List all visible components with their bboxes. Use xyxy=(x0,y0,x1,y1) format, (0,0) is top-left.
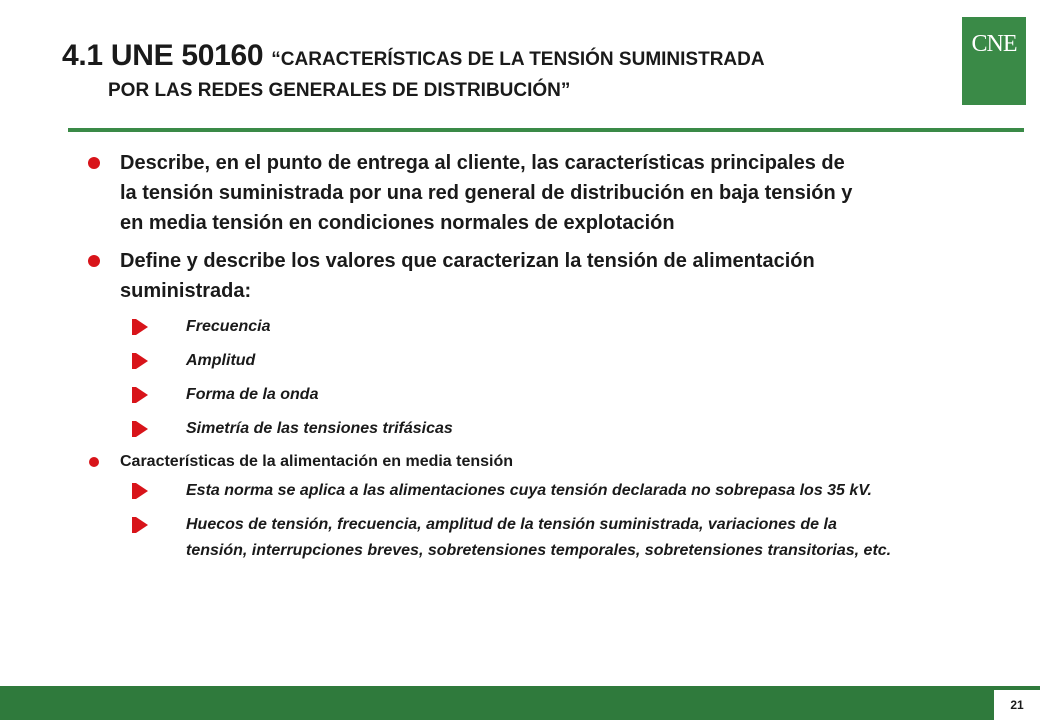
sub-bullet-text: Simetría de las tensiones trifásicas xyxy=(186,420,453,437)
bullet-item xyxy=(120,450,860,474)
title-main: 4.1 UNE 50160 xyxy=(62,39,272,72)
sub-bullet-item xyxy=(186,314,896,340)
red-bullet-icon xyxy=(88,255,100,267)
title-sub-line1: “CARACTERÍSTICAS DE LA TENSIÓN SUMINISTRADA xyxy=(271,49,765,70)
bullet-text: Describe, en el punto de entrega al cliente, las características principales de la tensión suministrada por una red general de distribución en baja tensión y en media tensión en condiciones normales de explotación xyxy=(120,152,853,234)
bullet-text: Define y describe los valores que caracterizan la tensión de alimentación suministrada: xyxy=(120,250,815,302)
sub-bullet-text: Amplitud xyxy=(186,352,256,369)
sub-bullet-item xyxy=(186,348,896,374)
bullet-item xyxy=(120,246,860,306)
page-number: 21 xyxy=(994,690,1040,720)
arrow-bullet-icon xyxy=(136,387,148,403)
bullet-text: Características de la alimentación en media tensión xyxy=(120,453,514,470)
sub-bullet-text: Esta norma se aplica a las alimentaciones cuya tensión declarada no sobrepasa los 35 kV. xyxy=(186,482,872,499)
arrow-bullet-icon xyxy=(136,319,148,335)
bullet-item xyxy=(120,148,860,238)
sub-bullet-text: Forma de la onda xyxy=(186,386,319,403)
sub-bullet-item xyxy=(186,416,896,442)
arrow-bullet-icon xyxy=(136,353,148,369)
slide-title xyxy=(62,38,942,103)
sub-bullet-item xyxy=(186,512,896,564)
cne-logo: CNE xyxy=(962,17,1026,105)
sub-bullet-item xyxy=(186,382,896,408)
footer-bar xyxy=(0,686,1040,720)
red-bullet-icon xyxy=(88,157,100,169)
arrow-bullet-icon xyxy=(136,421,148,437)
red-bullet-icon xyxy=(89,457,99,467)
arrow-bullet-icon xyxy=(136,483,148,499)
sub-bullet-text: Huecos de tensión, frecuencia, amplitud de la tensión suministrada, variaciones de la tensión, interrupciones breves, sobretensiones temporales, sobretensiones transitorias, etc. xyxy=(186,516,892,559)
sub-bullet-item xyxy=(186,478,896,504)
title-divider xyxy=(68,128,1024,132)
title-sub-line2: POR LAS REDES GENERALES DE DISTRIBUCIÓN” xyxy=(108,80,571,101)
arrow-bullet-icon xyxy=(136,517,148,533)
slide-content xyxy=(0,148,1040,572)
sub-bullet-text: Frecuencia xyxy=(186,318,271,335)
